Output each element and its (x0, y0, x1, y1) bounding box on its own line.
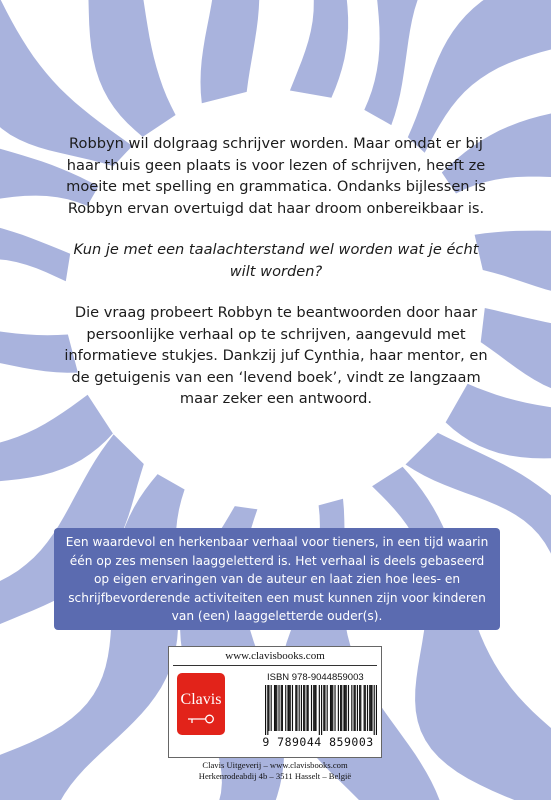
barcode-icon (265, 685, 377, 735)
barcode-bar (330, 685, 331, 731)
barcode-bar (278, 685, 279, 731)
divider (173, 665, 377, 666)
key-icon (187, 713, 215, 725)
barcode-bar (296, 685, 297, 731)
barcode-bar (319, 685, 320, 735)
barcode-bar (267, 685, 268, 735)
publisher-website: www.clavisbooks.com (225, 650, 325, 662)
barcode-bar (364, 685, 365, 731)
barcode-bar (308, 685, 309, 731)
back-cover-blurb (60, 133, 492, 410)
barcode-bar (365, 685, 366, 731)
address-line-1: Clavis Uitgeverij – www.clavisbooks.com (202, 760, 348, 770)
barcode-bar (287, 685, 288, 731)
clavis-logo (177, 673, 225, 735)
barcode-bar (265, 685, 266, 735)
barcode-bar (321, 685, 322, 735)
barcode-bar (376, 685, 377, 735)
barcode-bar (331, 685, 332, 731)
logo-text: Clavis (180, 691, 222, 708)
blurb-paragraph-1: Robbyn wil dolgraag schrijver worden. Maar omdat er bij haar thuis geen plaats is voor lezen of schrijven, heeft ze moeite met spelling en grammatica. Ondanks bijlessen is Robbyn ervan overtuigd dat haar droom onbereikbaar is. (66, 135, 486, 217)
barcode-bar (295, 685, 296, 731)
blurb-question: Kun je met een taalachterstand wel worden wat je écht wilt worden? (73, 241, 479, 280)
barcode-bar (360, 685, 361, 731)
barcode-bar (289, 685, 290, 731)
barcode-bar (367, 685, 368, 731)
barcode-bar (374, 685, 375, 735)
barcode-bar (341, 685, 342, 731)
barcode-bar (304, 685, 305, 731)
review-quote-box (54, 528, 500, 630)
barcode-bar (303, 685, 304, 731)
barcode-bar (332, 685, 333, 731)
review-quote-text: Een waardevol en herkenbaar verhaal voor tieners, in een tijd waarin één op zes mensen laaggeletterd is. Het verhaal is deels gebaseerd op eigen ervaringen van de auteur en laat zien hoe lees- en schrijfbevorderende activiteiten een must kunnen zijn voor kinderen van (een) laaggeletterde ouder(s). (65, 535, 489, 624)
isbn-label: ISBN 978-9044859003 (267, 672, 364, 683)
barcode-bar (343, 685, 344, 731)
barcode-bar (369, 685, 370, 731)
barcode-bar (371, 685, 372, 731)
barcode-bar (276, 685, 277, 731)
barcode-bar (290, 685, 291, 731)
barcode-bar (292, 685, 293, 731)
barcode-bar (357, 685, 358, 731)
barcode-bar (334, 685, 335, 731)
barcode-bar (351, 685, 352, 731)
barcode-bar (355, 685, 356, 731)
barcode-bar (268, 685, 269, 731)
barcode-bar (313, 685, 314, 731)
barcode-bar (345, 685, 346, 731)
barcode-bar (370, 685, 371, 731)
barcode-panel (168, 646, 382, 758)
barcode-bar (282, 685, 283, 731)
barcode-bar (314, 685, 315, 731)
barcode-bar (359, 685, 360, 731)
barcode-bar (327, 685, 328, 731)
barcode-bar (340, 685, 341, 731)
barcode-bar (315, 685, 316, 731)
barcode-bar (285, 685, 286, 731)
barcode-bar (353, 685, 354, 731)
barcode-bar (311, 685, 312, 731)
barcode-bar (281, 685, 282, 731)
barcode-bar (346, 685, 347, 731)
barcode-bar (323, 685, 324, 731)
address-line-2: Herkenrodeabdij 4b – 3511 Hasselt – België (198, 771, 352, 781)
publisher-address (168, 760, 382, 782)
barcode-bar (299, 685, 300, 731)
barcode-number: 9 789044 859003 (262, 735, 374, 749)
barcode-bar (275, 685, 276, 731)
barcode-bar (348, 685, 349, 731)
barcode-bar (274, 685, 275, 731)
barcode-bar (324, 685, 325, 731)
barcode-bar (301, 685, 302, 731)
barcode-bar (306, 685, 307, 731)
blurb-paragraph-3: Die vraag probeert Robbyn te beantwoorden door haar persoonlijke verhaal op te schrijven, aangevuld met informatieve stukjes. Dankzij juf Cynthia, haar mentor, en de getuigenis van een ‘levend boek’, vindt ze langzaam maar zeker een antwoord. (64, 304, 488, 407)
barcode-bar (271, 685, 272, 731)
barcode-bar (338, 685, 339, 731)
